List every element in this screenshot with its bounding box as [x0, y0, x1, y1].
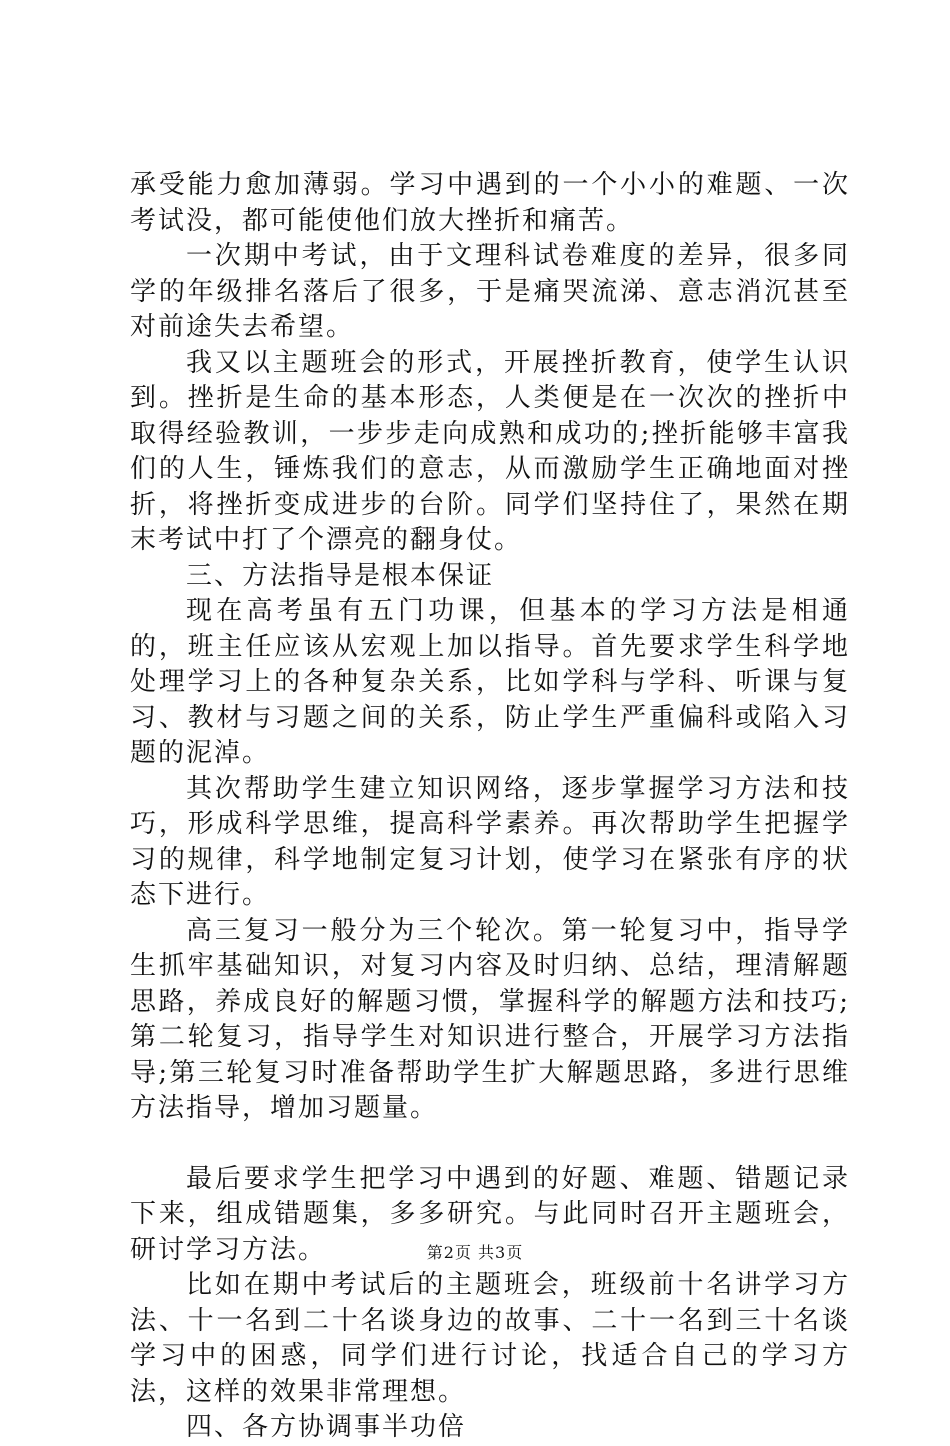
- page-footer: [0, 1240, 950, 1263]
- paragraph: 我又以主题班会的形式，开展挫折教育，使学生认识到。挫折是生命的基本形态，人类便是在一次次的挫折中取得经验教训，一步步走向成熟和成功的;挫折能够丰富我们的人生，锤炼我们的意志，从而激励学生正确地面对挫折，将挫折变成进步的台阶。同学们坚持住了，果然在期末考试中打了个漂亮的翻身仗。: [130, 347, 850, 555]
- paragraph: 高三复习一般分为三个轮次。第一轮复习中，指导学生抓牢基础知识，对复习内容及时归纳、总结，理清解题思路，养成良好的解题习惯，掌握科学的解题方法和技巧;第二轮复习，指导学生对知识进行整合，开展学习方法指导;第三轮复习时准备帮助学生扩大解题思路，多进行思维方法指导，增加习题量。: [130, 915, 850, 1123]
- paragraph: 比如在期中考试后的主题班会，班级前十名讲学习方法、十一名到二十名谈身边的故事、二十一名到三十名谈学习中的困惑，同学们进行讨论，找适合自己的学习方法，这样的效果非常理想。: [130, 1270, 850, 1407]
- paragraph-continuation: 承受能力愈加薄弱。学习中遇到的一个小小的难题、一次考试没，都可能使他们放大挫折和痛苦。: [130, 170, 850, 236]
- section-heading: 三、方法指导是根本保证: [186, 560, 495, 591]
- paragraph: 一次期中考试，由于文理科试卷难度的差异，很多同学的年级排名落后了很多，于是痛哭流涕、意志消沉甚至对前途失去希望。: [130, 241, 850, 342]
- page-number-label: 第2页 共3页: [426, 1243, 524, 1262]
- paragraph: 最后要求学生把学习中遇到的好题、难题、错题记录下来，组成错题集，多多研究。与此同时召开主题班会，研讨学习方法。: [130, 1163, 850, 1265]
- section-heading: 四、各方协调事半功倍: [186, 1412, 467, 1442]
- paragraph: 其次帮助学生建立知识网络，逐步掌握学习方法和技巧，形成科学思维，提高科学素养。再次帮助学生把握学习的规律，科学地制定复习计划，使学习在紧张有序的状态下进行。: [130, 773, 850, 910]
- paragraph: 现在高考虽有五门功课，但基本的学习方法是相通的，班主任应该从宏观上加以指导。首先要求学生科学地处理学习上的各种复杂关系，比如学科与学科、听课与复习、教材与习题之间的关系，防止学生严重偏科或陷入习题的泥淖。: [130, 596, 850, 768]
